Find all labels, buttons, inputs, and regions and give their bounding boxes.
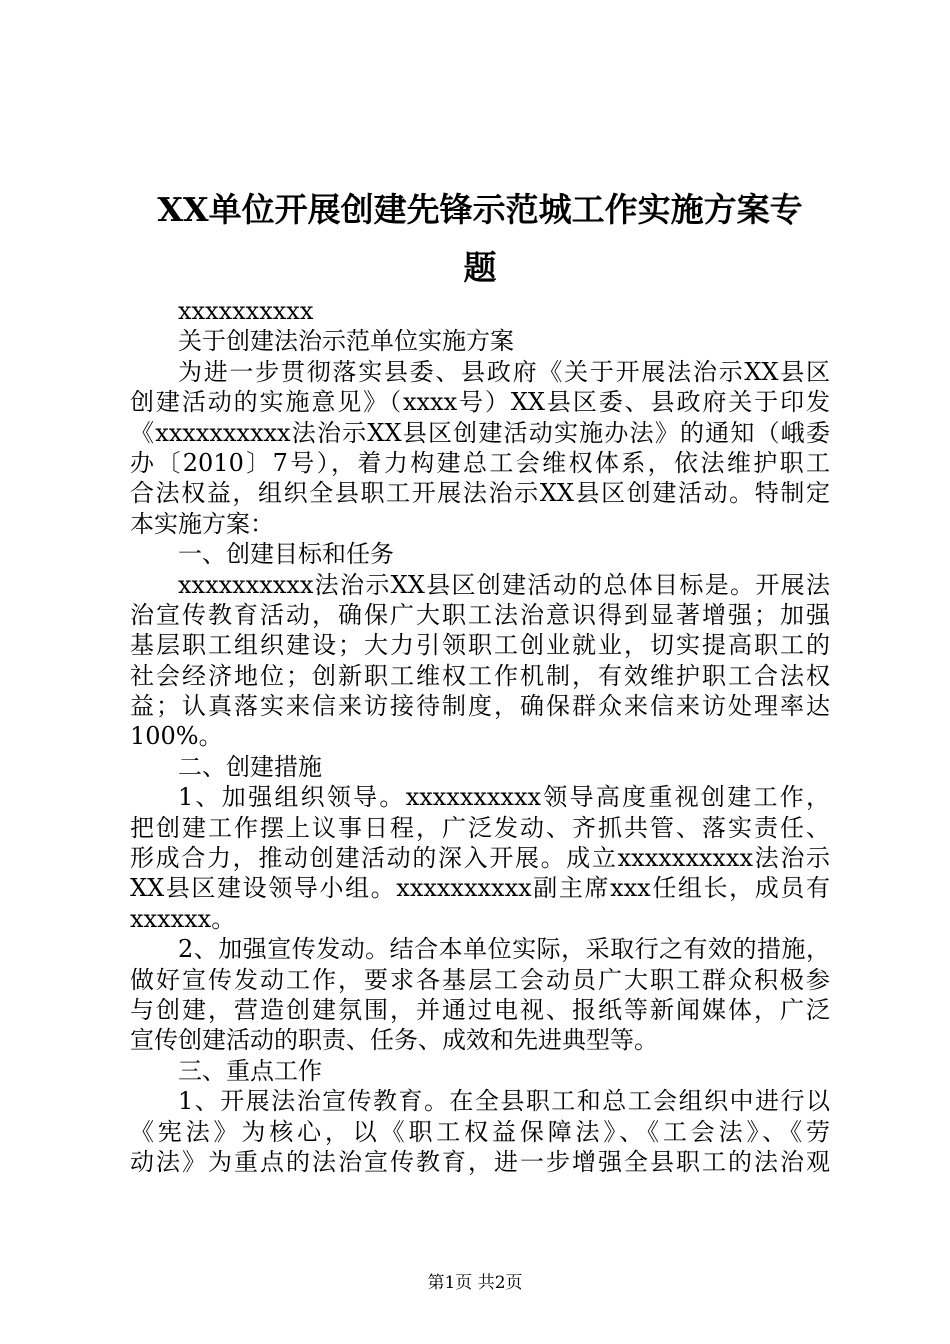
body-text-line: 关于创建法治示范单位实施方案 xyxy=(178,327,514,356)
body-text-line: 治宣传教育活动，确保广大职工法治意识得到显著增强；加强 xyxy=(130,600,830,629)
body-text-line: 与创建，营造创建氛围，并通过电视、报纸等新闻媒体，广泛 xyxy=(130,995,830,1024)
body-text-line: 把创建工作摆上议事日程，广泛发动、齐抓共管、落实责任、 xyxy=(130,813,830,842)
body-text-line: 做好宣传发动工作，要求各基层工会动员广大职工群众积极参 xyxy=(130,965,830,994)
body-text-line: 二、创建措施 xyxy=(178,752,322,781)
body-text-line: 基层职工组织建设；大力引领职工创业就业，切实提高职工的 xyxy=(130,631,830,660)
body-text-line: xxxxxxxxxx xyxy=(178,297,314,325)
body-text-line: 100%。 xyxy=(130,722,223,751)
body-text-line: xxxxxx。 xyxy=(130,904,236,933)
body-text-line: 《xxxxxxxxxx法治示XX县区创建活动实施办法》的通知（峨委 xyxy=(130,418,830,447)
document-title-line-1: XX单位开展创建先锋示范城工作实施方案专 xyxy=(157,190,803,229)
body-text-line: 创建活动的实施意见》（xxxx号）XX县区委、县政府关于印发 xyxy=(130,388,830,417)
body-text-line: 宣传创建活动的职责、任务、成效和先进典型等。 xyxy=(130,1026,658,1055)
body-text-line: 2、加强宣传发动。结合本单位实际，采取行之有效的措施， xyxy=(178,935,830,964)
body-text-line: 1、加强组织领导。xxxxxxxxxx领导高度重视创建工作， xyxy=(178,783,830,812)
page-number-footer: 第1页 共2页 xyxy=(427,1273,523,1293)
body-text-line: 办〔2010〕7号），着力构建总工会维权体系，依法维护职工 xyxy=(130,448,830,477)
body-text-line: 合法权益，组织全县职工开展法治示XX县区创建活动。特制定 xyxy=(130,479,830,508)
body-text-line: 社会经济地位；创新职工维权工作机制，有效维护职工合法权 xyxy=(130,661,830,690)
body-text-line: 动法》为重点的法治宣传教育，进一步增强全县职工的法治观 xyxy=(130,1147,830,1176)
body-text-line: 《宪法》为核心，以《职工权益保障法》、《工会法》、《劳 xyxy=(130,1117,830,1146)
body-text-line: 1、开展法治宣传教育。在全县职工和总工会组织中进行以 xyxy=(178,1087,830,1116)
document-title-line-2: 题 xyxy=(463,248,497,287)
body-text-line: 益；认真落实来信来访接待制度，确保群众来信来访处理率达 xyxy=(130,692,830,721)
document-body xyxy=(130,296,830,1177)
body-text-line: 一、创建目标和任务 xyxy=(178,540,394,569)
body-text-line: XX县区建设领导小组。xxxxxxxxxx副主席xxx任组长，成员有 xyxy=(130,874,830,903)
body-text-line: 三、重点工作 xyxy=(178,1056,322,1085)
body-text-line: 形成合力，推动创建活动的深入开展。成立xxxxxxxxxx法治示 xyxy=(130,844,830,873)
body-text-line: 为进一步贯彻落实县委、县政府《关于开展法治示XX县区 xyxy=(178,357,830,386)
body-text-line: xxxxxxxxxx法治示XX县区创建活动的总体目标是。开展法 xyxy=(178,570,830,599)
body-text-line: 本实施方案： xyxy=(130,509,274,538)
